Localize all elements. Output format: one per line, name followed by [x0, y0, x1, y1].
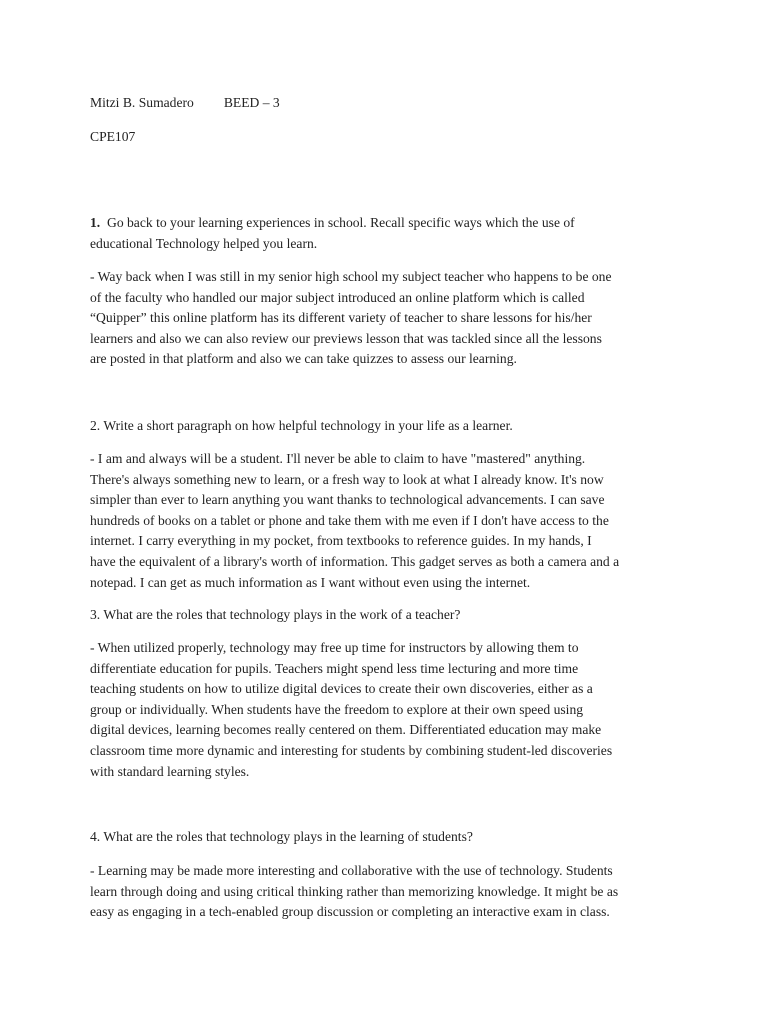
question-1: [90, 213, 690, 254]
answer-2-line-4: hundreds of books on a tablet or phone and take them with me even if I don't have access to the: [90, 512, 609, 528]
answer-2-line-6: have the equivalent of a library's worth of information. This gadget serves as both a camera and a: [90, 553, 620, 569]
answer-3-line-3: teaching students on how to utilize digital devices to create their own discoveries, either as a: [90, 681, 593, 697]
answer-1-line-2: of the faculty who handled our major subject introduced an online platform which is called: [90, 289, 585, 305]
answer-2-line-3: simpler than ever to learn anything you want thanks to technological advancements. I can save: [90, 492, 605, 508]
question-4-line-1: 4. What are the roles that technology plays in the learning of students?: [90, 829, 473, 844]
answer-4-line-2: learn through doing and using critical thinking rather than memorizing knowledge. It might be as: [90, 883, 619, 899]
answer-2-line-1: - I am and always will be a student. I'll never be able to claim to have "mastered" anything.: [90, 451, 586, 466]
answer-3-line-1: - When utilized properly, technology may free up time for instructors by allowing them to: [90, 640, 579, 655]
answer-4: [90, 861, 690, 923]
question-1-line-1: 1. Go back to your learning experiences in school. Recall specific ways which the use of: [90, 215, 575, 230]
student-name: Mitzi B. Sumadero: [90, 95, 194, 110]
course-year: BEED – 3: [223, 95, 280, 110]
answer-2-line-2: There's always something new to learn, or a fresh way to look at what I already know. It's now: [90, 471, 604, 487]
answer-3: [90, 638, 690, 782]
answer-1-line-4: learners and also we can also review our previews lesson that was tackled since all the lessons: [90, 330, 602, 346]
question-1-line-2: educational Technology helped you learn.: [90, 235, 318, 251]
answer-3-line-2: differentiate education for pupils. Teachers might spend less time lecturing and more time: [90, 660, 579, 676]
answer-1-line-5: are posted in that platform and also we can take quizzes to assess our learning.: [90, 351, 517, 367]
answer-3-line-6: classroom time more dynamic and interesting for students by combining student-led discoveries: [90, 742, 613, 758]
question-3-line-1: 3. What are the roles that technology plays in the work of a teacher?: [90, 607, 461, 622]
question-1-number: 1.: [90, 215, 101, 230]
subject-code: CPE107: [90, 129, 136, 144]
header-line: [90, 93, 280, 114]
answer-2-line-5: internet. I carry everything in my pocket, from textbooks to reference guides. In my hands, I: [90, 533, 592, 549]
answer-2-line-7: notepad. I can get as much information as I want without even using the internet.: [90, 574, 531, 590]
question-2: [90, 416, 690, 437]
answer-4-line-1: - Learning may be made more interesting and collaborative with the use of technology. Students: [90, 863, 613, 878]
answer-3-line-7: with standard learning styles.: [90, 763, 250, 779]
answer-3-line-5: digital devices, learning becomes really centered on them. Differentiated education may make: [90, 722, 602, 738]
question-4: [90, 827, 690, 848]
answer-1-line-3: “Quipper” this online platform has its different variety of teacher to share lessons for his/her: [90, 310, 592, 326]
question-3: [90, 605, 690, 626]
answer-4-line-3: easy as engaging in a tech-enabled group discussion or completing an interactive exam in class.: [90, 904, 610, 920]
answer-2: [90, 449, 690, 593]
answer-3-line-4: group or individually. When students have the freedom to explore at their own speed using: [90, 701, 584, 717]
answer-1: [90, 267, 690, 370]
question-2-line-1: 2. Write a short paragraph on how helpful technology in your life as a learner.: [90, 418, 513, 433]
answer-1-line-1: - Way back when I was still in my senior high school my subject teacher who happens to be one: [90, 269, 612, 284]
